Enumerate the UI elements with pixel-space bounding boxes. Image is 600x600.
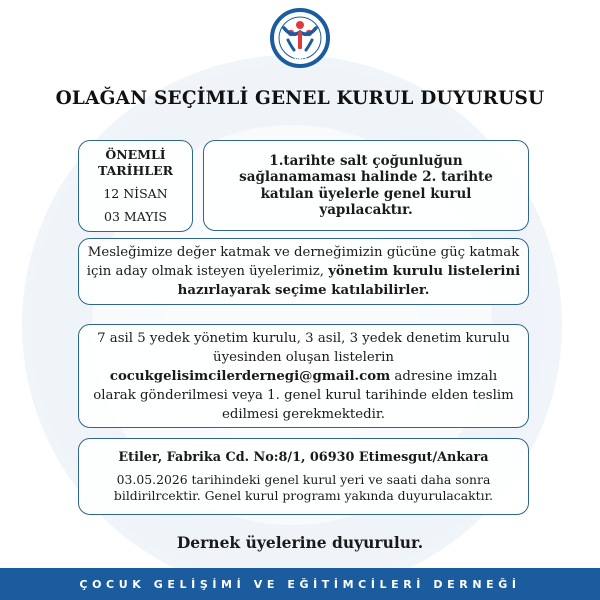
quorum-info-box bbox=[203, 140, 529, 231]
lists-text-after: adresine imzalı olarak gönderilmesi veya 1. genel kurul tarihinde elden teslim edilmesi gerekmektedir. bbox=[93, 368, 514, 422]
lists-submission-box bbox=[78, 324, 529, 428]
footer-bar bbox=[0, 568, 600, 600]
candidacy-text-regular: Mesleğimize değer katmak ve derneğimizin gücüne güç katmak için aday olmak isteyen üyelerimiz, bbox=[86, 245, 520, 279]
lists-text-before: 7 asil 5 yedek yönetim kurulu, 3 asil, 3 yedek denetim kurulu üyesinden oluşan listelerin bbox=[97, 330, 510, 365]
candidacy-text bbox=[79, 243, 528, 300]
contact-email[interactable]: cocukgelisimcilerdernegi@gmail.com bbox=[109, 368, 391, 384]
dates-heading-line2: TARİHLER bbox=[97, 163, 174, 178]
date-second: 03 MAYIS bbox=[104, 209, 167, 224]
candidacy-box bbox=[78, 238, 529, 305]
address: Etiler, Fabrika Cd. No:8/1, 06930 Etimesgut/Ankara bbox=[118, 449, 489, 465]
svg-text:2003: 2003 bbox=[293, 57, 307, 63]
page-title: OLAĞAN SEÇİMLİ GENEL KURUL DUYURUSU bbox=[55, 88, 545, 109]
lists-text bbox=[79, 329, 528, 424]
candidacy-text-bold: yönetim kurulu listelerini hazırlayarak seçime katılabilirler. bbox=[177, 264, 521, 298]
quorum-info-text: 1.tarihte salt çoğunluğun sağlanamaması halinde 2. tarihte katılan üyelerle genel kurul yapılacaktır. bbox=[239, 152, 493, 218]
dates-heading-line1: ÖNEMLİ bbox=[105, 147, 166, 162]
association-logo bbox=[270, 8, 330, 68]
closing-statement: Dernek üyelerine duyurulur. bbox=[176, 533, 424, 552]
location-note: 03.05.2026 tarihindeki genel kurul yeri ve saati daha sonra bildirilrcektir. Genel kurul programı yakında duyurulacaktır. bbox=[113, 471, 494, 503]
important-dates-box bbox=[78, 140, 193, 232]
logo-emblem-icon bbox=[270, 8, 330, 68]
date-first: 12 NİSAN bbox=[103, 186, 168, 201]
location-box bbox=[78, 438, 529, 515]
footer-org-name: ÇOCUK GELİŞİMİ VE EĞİTİMCİLERİ DERNEĞİ bbox=[79, 577, 521, 591]
